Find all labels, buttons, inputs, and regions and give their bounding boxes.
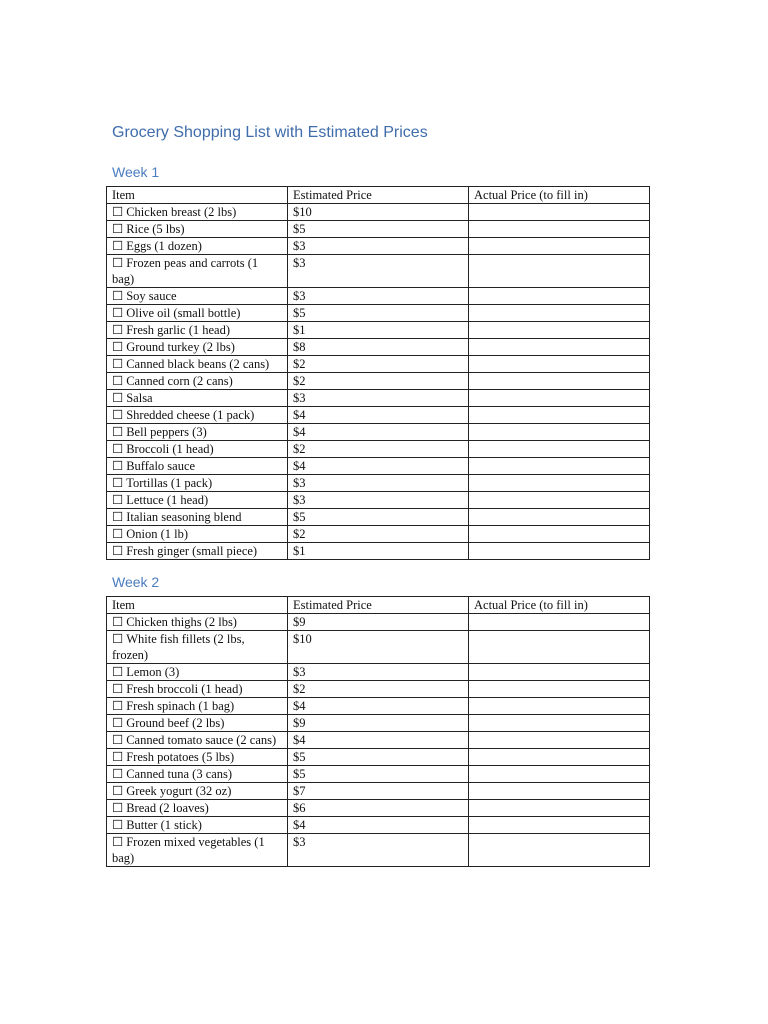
item-cell <box>107 255 288 288</box>
estimated-price-cell: $3 <box>288 255 469 288</box>
checkbox-icon[interactable]: ☐ <box>112 682 124 696</box>
table-header-row <box>107 597 650 614</box>
checkbox-icon[interactable]: ☐ <box>112 818 124 832</box>
item-label: Canned tuna (3 cans) <box>126 767 233 781</box>
item-label: Salsa <box>126 391 153 405</box>
checkbox-icon[interactable]: ☐ <box>112 323 124 337</box>
table-row <box>107 834 650 867</box>
checkbox-icon[interactable]: ☐ <box>112 750 124 764</box>
week-2-heading: Week 2 <box>112 574 160 590</box>
table-header-row <box>107 187 650 204</box>
estimated-price-cell: $3 <box>288 390 469 407</box>
estimated-price-cell: $4 <box>288 732 469 749</box>
table-row <box>107 664 650 681</box>
item-cell <box>107 509 288 526</box>
table-row <box>107 783 650 800</box>
table-row <box>107 322 650 339</box>
item-cell <box>107 681 288 698</box>
actual-price-cell[interactable] <box>469 356 650 373</box>
checkbox-icon[interactable]: ☐ <box>112 665 124 679</box>
checkbox-icon[interactable]: ☐ <box>112 357 124 371</box>
item-cell <box>107 749 288 766</box>
estimated-price-cell: $4 <box>288 458 469 475</box>
table-row <box>107 424 650 441</box>
item-label: Greek yogurt (32 oz) <box>126 784 232 798</box>
checkbox-icon[interactable]: ☐ <box>112 510 124 524</box>
checkbox-icon[interactable]: ☐ <box>112 544 124 558</box>
estimated-price-cell: $7 <box>288 783 469 800</box>
item-label: Chicken breast (2 lbs) <box>126 205 237 219</box>
item-label: White fish fillets (2 lbs, frozen) <box>112 632 245 662</box>
table-row <box>107 715 650 732</box>
checkbox-icon[interactable]: ☐ <box>112 289 124 303</box>
table-row <box>107 526 650 543</box>
item-label: Olive oil (small bottle) <box>126 306 241 320</box>
item-label: Broccoli (1 head) <box>126 442 214 456</box>
estimated-price-cell: $5 <box>288 305 469 322</box>
estimated-price-cell: $4 <box>288 817 469 834</box>
actual-price-cell[interactable] <box>469 526 650 543</box>
actual-price-cell[interactable] <box>469 238 650 255</box>
item-label: Frozen mixed vegetables (1 bag) <box>112 835 265 865</box>
actual-price-cell[interactable] <box>469 614 650 631</box>
table-row <box>107 492 650 509</box>
actual-price-cell[interactable] <box>469 766 650 783</box>
checkbox-icon[interactable]: ☐ <box>112 615 124 629</box>
actual-price-cell[interactable] <box>469 255 650 288</box>
estimated-price-cell: $5 <box>288 509 469 526</box>
table-row <box>107 509 650 526</box>
item-cell <box>107 424 288 441</box>
table-row <box>107 373 650 390</box>
table-row <box>107 749 650 766</box>
actual-price-cell[interactable] <box>469 475 650 492</box>
table-row <box>107 543 650 560</box>
actual-price-cell[interactable] <box>469 221 650 238</box>
week-1-table <box>106 186 650 560</box>
table-row <box>107 390 650 407</box>
actual-price-cell[interactable] <box>469 817 650 834</box>
item-label: Bread (2 loaves) <box>126 801 209 815</box>
actual-price-cell[interactable] <box>469 305 650 322</box>
item-label: Eggs (1 dozen) <box>126 239 202 253</box>
estimated-price-cell: $9 <box>288 614 469 631</box>
checkbox-icon[interactable]: ☐ <box>112 256 124 270</box>
estimated-price-cell: $10 <box>288 204 469 221</box>
item-cell <box>107 834 288 867</box>
item-label: Fresh ginger (small piece) <box>126 544 258 558</box>
item-label: Fresh garlic (1 head) <box>126 323 230 337</box>
actual-price-cell[interactable] <box>469 424 650 441</box>
item-cell <box>107 390 288 407</box>
item-label: Canned black beans (2 cans) <box>126 357 270 371</box>
table-row <box>107 458 650 475</box>
item-cell <box>107 817 288 834</box>
estimated-price-cell: $6 <box>288 800 469 817</box>
actual-price-cell[interactable] <box>469 407 650 424</box>
checkbox-icon[interactable]: ☐ <box>112 527 124 541</box>
item-cell <box>107 492 288 509</box>
item-cell <box>107 305 288 322</box>
estimated-price-cell: $8 <box>288 339 469 356</box>
actual-price-cell[interactable] <box>469 732 650 749</box>
item-label: Lemon (3) <box>126 665 180 679</box>
item-label: Canned tomato sauce (2 cans) <box>126 733 277 747</box>
document-page <box>106 122 649 867</box>
table-row <box>107 698 650 715</box>
checkbox-icon[interactable]: ☐ <box>112 442 124 456</box>
actual-price-cell[interactable] <box>469 800 650 817</box>
actual-price-cell[interactable] <box>469 715 650 732</box>
item-cell <box>107 783 288 800</box>
checkbox-icon[interactable]: ☐ <box>112 459 124 473</box>
column-header-actual-price: Actual Price (to fill in) <box>469 187 650 204</box>
estimated-price-cell: $4 <box>288 698 469 715</box>
checkbox-icon[interactable]: ☐ <box>112 340 124 354</box>
actual-price-cell[interactable] <box>469 339 650 356</box>
actual-price-cell[interactable] <box>469 288 650 305</box>
estimated-price-cell: $3 <box>288 664 469 681</box>
actual-price-cell[interactable] <box>469 749 650 766</box>
actual-price-cell[interactable] <box>469 458 650 475</box>
estimated-price-cell: $3 <box>288 834 469 867</box>
item-cell <box>107 614 288 631</box>
week-2-table <box>106 596 650 867</box>
table-row <box>107 339 650 356</box>
table-row <box>107 475 650 492</box>
table-row <box>107 356 650 373</box>
item-cell <box>107 339 288 356</box>
item-cell <box>107 458 288 475</box>
estimated-price-cell: $5 <box>288 766 469 783</box>
item-cell <box>107 356 288 373</box>
column-header-item: Item <box>107 597 288 614</box>
item-label: Fresh spinach (1 bag) <box>126 699 235 713</box>
item-cell <box>107 631 288 664</box>
estimated-price-cell: $2 <box>288 526 469 543</box>
table-row <box>107 681 650 698</box>
item-label: Shredded cheese (1 pack) <box>126 408 255 422</box>
checkbox-icon[interactable]: ☐ <box>112 699 124 713</box>
checkbox-icon[interactable]: ☐ <box>112 767 124 781</box>
item-cell <box>107 288 288 305</box>
actual-price-cell[interactable] <box>469 631 650 664</box>
table-row <box>107 817 650 834</box>
estimated-price-cell: $2 <box>288 441 469 458</box>
actual-price-cell[interactable] <box>469 698 650 715</box>
item-cell <box>107 322 288 339</box>
table-row <box>107 255 650 288</box>
checkbox-icon[interactable]: ☐ <box>112 205 124 219</box>
item-label: Ground turkey (2 lbs) <box>126 340 235 354</box>
item-label: Lettuce (1 head) <box>126 493 209 507</box>
table-row <box>107 238 650 255</box>
actual-price-cell[interactable] <box>469 492 650 509</box>
checkbox-icon[interactable]: ☐ <box>112 239 124 253</box>
table-row <box>107 614 650 631</box>
item-cell <box>107 732 288 749</box>
checkbox-icon[interactable]: ☐ <box>112 784 124 798</box>
table-row <box>107 631 650 664</box>
column-header-estimated-price: Estimated Price <box>288 187 469 204</box>
table-row <box>107 766 650 783</box>
item-cell <box>107 441 288 458</box>
actual-price-cell[interactable] <box>469 373 650 390</box>
estimated-price-cell: $1 <box>288 543 469 560</box>
estimated-price-cell: $2 <box>288 356 469 373</box>
item-label: Italian seasoning blend <box>126 510 242 524</box>
item-cell <box>107 475 288 492</box>
item-label: Canned corn (2 cans) <box>126 374 233 388</box>
table-row <box>107 407 650 424</box>
table-row <box>107 305 650 322</box>
week-1-heading: Week 1 <box>112 164 160 180</box>
item-cell <box>107 698 288 715</box>
actual-price-cell[interactable] <box>469 390 650 407</box>
estimated-price-cell: $2 <box>288 681 469 698</box>
actual-price-cell[interactable] <box>469 204 650 221</box>
estimated-price-cell: $3 <box>288 238 469 255</box>
estimated-price-cell: $3 <box>288 475 469 492</box>
column-header-item: Item <box>107 187 288 204</box>
actual-price-cell[interactable] <box>469 664 650 681</box>
item-label: Soy sauce <box>126 289 177 303</box>
estimated-price-cell: $3 <box>288 288 469 305</box>
document-title: Grocery Shopping List with Estimated Prices <box>112 124 428 141</box>
actual-price-cell[interactable] <box>469 681 650 698</box>
estimated-price-cell: $2 <box>288 373 469 390</box>
estimated-price-cell: $4 <box>288 424 469 441</box>
item-label: Butter (1 stick) <box>126 818 202 832</box>
checkbox-icon[interactable]: ☐ <box>112 476 124 490</box>
table-row <box>107 288 650 305</box>
table-row <box>107 204 650 221</box>
estimated-price-cell: $1 <box>288 322 469 339</box>
item-cell <box>107 543 288 560</box>
checkbox-icon[interactable]: ☐ <box>112 733 124 747</box>
checkbox-icon[interactable]: ☐ <box>112 716 124 730</box>
actual-price-cell[interactable] <box>469 441 650 458</box>
table-row <box>107 732 650 749</box>
item-label: Frozen peas and carrots (1 bag) <box>112 256 259 286</box>
estimated-price-cell: $3 <box>288 492 469 509</box>
item-label: Rice (5 lbs) <box>126 222 185 236</box>
item-label: Bell peppers (3) <box>126 425 207 439</box>
item-cell <box>107 221 288 238</box>
actual-price-cell[interactable] <box>469 783 650 800</box>
table-row <box>107 800 650 817</box>
estimated-price-cell: $4 <box>288 407 469 424</box>
actual-price-cell[interactable] <box>469 543 650 560</box>
item-cell <box>107 407 288 424</box>
estimated-price-cell: $5 <box>288 749 469 766</box>
checkbox-icon[interactable]: ☐ <box>112 493 124 507</box>
actual-price-cell[interactable] <box>469 834 650 867</box>
item-cell <box>107 526 288 543</box>
table-row <box>107 221 650 238</box>
item-label: Fresh potatoes (5 lbs) <box>126 750 235 764</box>
estimated-price-cell: $5 <box>288 221 469 238</box>
checkbox-icon[interactable]: ☐ <box>112 222 124 236</box>
checkbox-icon[interactable]: ☐ <box>112 391 124 405</box>
item-label: Onion (1 lb) <box>126 527 189 541</box>
item-cell <box>107 715 288 732</box>
item-cell <box>107 238 288 255</box>
item-cell <box>107 373 288 390</box>
item-cell <box>107 664 288 681</box>
estimated-price-cell: $10 <box>288 631 469 664</box>
checkbox-icon[interactable]: ☐ <box>112 408 124 422</box>
item-cell <box>107 766 288 783</box>
table-row <box>107 441 650 458</box>
item-label: Tortillas (1 pack) <box>126 476 213 490</box>
item-label: Buffalo sauce <box>126 459 196 473</box>
estimated-price-cell: $9 <box>288 715 469 732</box>
checkbox-icon[interactable]: ☐ <box>112 374 124 388</box>
column-header-actual-price: Actual Price (to fill in) <box>469 597 650 614</box>
actual-price-cell[interactable] <box>469 322 650 339</box>
column-header-estimated-price: Estimated Price <box>288 597 469 614</box>
item-cell <box>107 800 288 817</box>
item-label: Chicken thighs (2 lbs) <box>126 615 237 629</box>
checkbox-icon[interactable]: ☐ <box>112 632 124 646</box>
checkbox-icon[interactable]: ☐ <box>112 425 124 439</box>
checkbox-icon[interactable]: ☐ <box>112 801 124 815</box>
actual-price-cell[interactable] <box>469 509 650 526</box>
checkbox-icon[interactable]: ☐ <box>112 835 124 849</box>
item-label: Ground beef (2 lbs) <box>126 716 225 730</box>
checkbox-icon[interactable]: ☐ <box>112 306 124 320</box>
item-label: Fresh broccoli (1 head) <box>126 682 243 696</box>
item-cell <box>107 204 288 221</box>
